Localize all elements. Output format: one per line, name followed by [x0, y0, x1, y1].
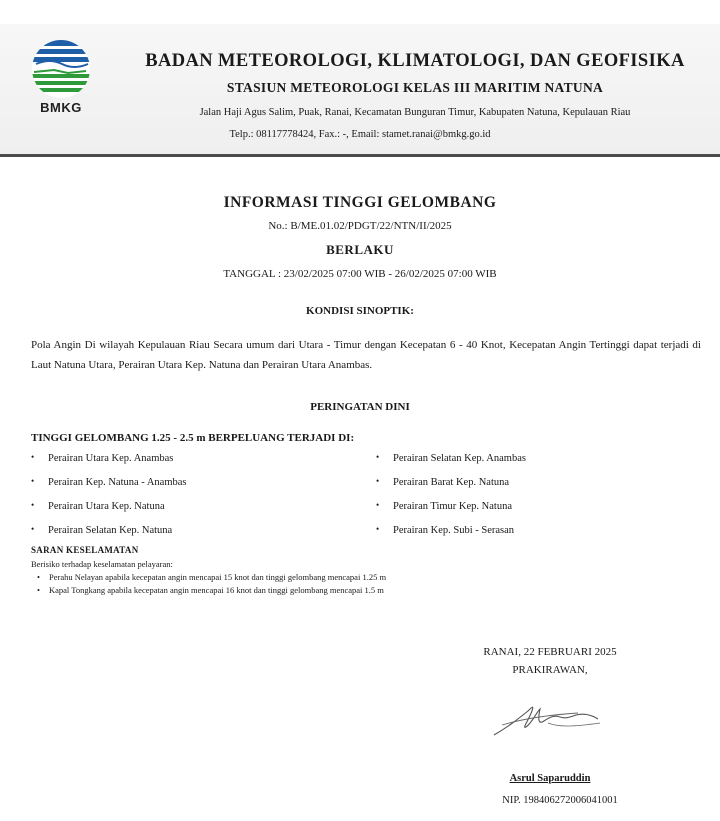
safety-heading: SARAN KESELAMATAN — [31, 545, 139, 555]
area-name: Perairan Kep. Natuna - Anambas — [48, 477, 187, 488]
station-name: STASIUN METEOROLOGI KELAS III MARITIM NATUNA — [226, 80, 604, 95]
bullet: • — [37, 572, 40, 582]
area-name: Perairan Utara Kep. Natuna — [48, 501, 165, 512]
bullet: • — [37, 585, 40, 595]
organization-name: BADAN METEOROLOGI, KLIMATOLOGI, DAN GEOFISIKA — [145, 51, 685, 71]
valid-label: BERLAKU — [326, 242, 394, 257]
handwritten-signature — [488, 697, 608, 742]
station-address: Jalan Haji Agus Salim, Puak, Ranai, Kecamatan Bunguran Timur, Kabupaten Natuna, Kepulauan Riau — [199, 107, 631, 118]
area-name: Perairan Barat Kep. Natuna — [393, 477, 510, 488]
safety-item — [37, 572, 386, 582]
bullet: • — [31, 524, 35, 534]
area-name: Perairan Kep. Subi - Serasan — [393, 525, 515, 536]
bullet: • — [376, 500, 380, 510]
document-number: No.: B/ME.01.02/PDGT/22/NTN/II/2025 — [268, 220, 452, 232]
bullet: • — [31, 500, 35, 510]
safety-item — [37, 585, 384, 595]
warning-heading: PERINGATAN DINI — [310, 401, 410, 413]
letterhead — [0, 24, 720, 157]
signature-role: PRAKIRAWAN, — [512, 664, 588, 676]
bullet: • — [376, 524, 380, 534]
synoptic-heading: KONDISI SINOPTIK: — [306, 305, 414, 317]
safety-subheading: Berisiko terhadap keselamatan pelayaran: — [31, 559, 173, 569]
bmkg-logo — [28, 40, 94, 120]
safety-item-text: Kapal Tongkang apabila kecepatan angin mencapai 16 knot dan tinggi gelombang mencapai 1.5 m — [49, 585, 384, 595]
bullet: • — [31, 476, 35, 486]
bmkg-emblem-icon — [28, 40, 94, 100]
synoptic-text: Pola Angin Di wilayah Kepulauan Riau Secara umum dari Utara - Timur dengan Kecepatan 6 - 40 Knot, Kecepatan Angin Tertinggi dapat terjadi di Laut Natuna Utara, Perairan Utara Kep. Natuna dan Perairan Utara Anambas. — [31, 339, 701, 371]
signatory-nip: NIP. 198406272006041001 — [502, 795, 618, 806]
wave-height-heading: TINGGI GELOMBANG 1.25 - 2.5 m BERPELUANG TERJADI DI: — [31, 432, 355, 444]
station-contact: Telp.: 08117778424, Fax.: -, Email: stamet.ranai@bmkg.go.id — [229, 129, 491, 140]
area-name: Perairan Selatan Kep. Anambas — [393, 453, 526, 464]
signature-place-date: RANAI, 22 FEBRUARI 2025 — [483, 646, 617, 658]
area-name: Perairan Timur Kep. Natuna — [393, 501, 512, 512]
bullet: • — [376, 452, 380, 462]
area-name: Perairan Utara Kep. Anambas — [48, 453, 174, 464]
validity-date-range: TANGGAL : 23/02/2025 07:00 WIB - 26/02/2025 07:00 WIB — [223, 268, 497, 280]
signatory-name: Asrul Saparuddin — [509, 773, 591, 784]
logo-text: BMKG — [40, 100, 82, 115]
bullet: • — [376, 476, 380, 486]
area-name: Perairan Selatan Kep. Natuna — [48, 525, 173, 536]
document-title: INFORMASI TINGGI GELOMBANG — [223, 194, 497, 211]
safety-item-text: Perahu Nelayan apabila kecepatan angin mencapai 15 knot dan tinggi gelombang mencapai 1.25 m — [49, 572, 387, 582]
bullet: • — [31, 452, 35, 462]
